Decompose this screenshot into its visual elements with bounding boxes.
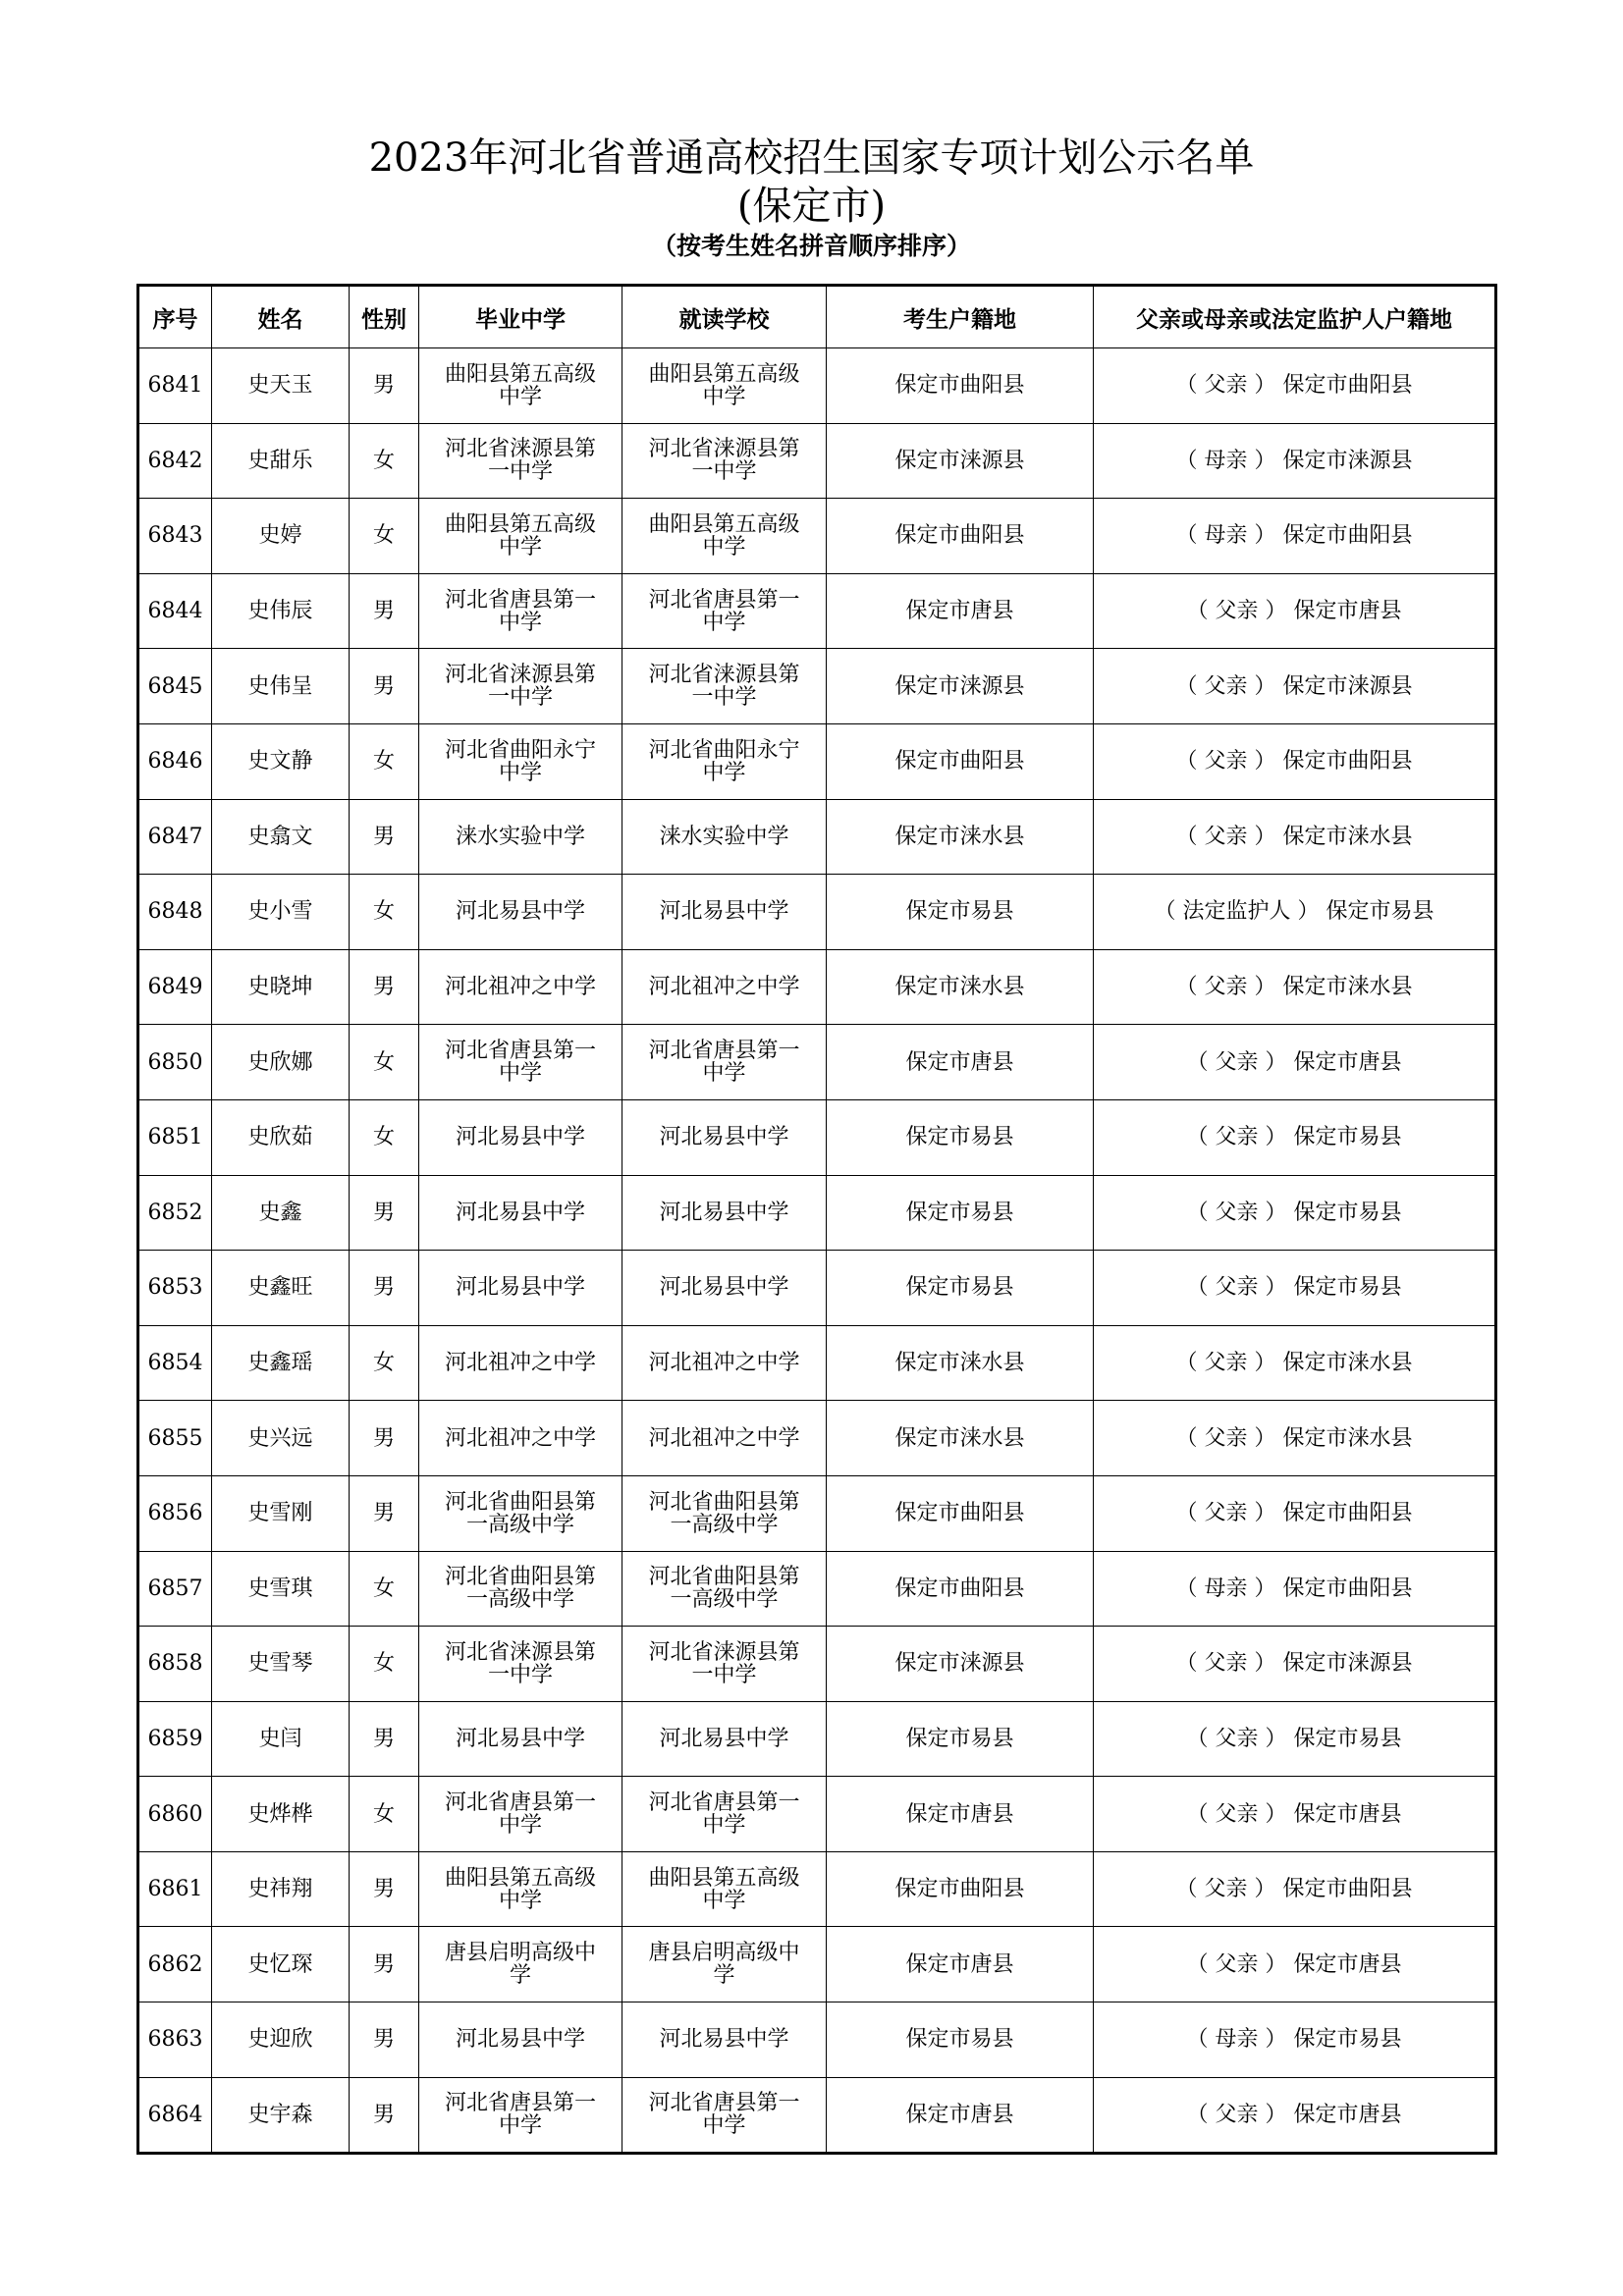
- cell-graduation-school: [419, 2002, 622, 2078]
- cell-gender: 男: [350, 649, 419, 724]
- cell-index: 6855: [138, 1401, 212, 1476]
- cell-guardian-registration: （ 父亲 ） 保定市曲阳县: [1094, 1851, 1496, 1927]
- cell-index: 6860: [138, 1777, 212, 1852]
- cell-household-registration: 保定市涞水县: [827, 799, 1094, 875]
- header-graduation-school: 毕业中学: [419, 286, 622, 348]
- table-row: [138, 2002, 1496, 2078]
- header-household-registration: 考生户籍地: [827, 286, 1094, 348]
- cell-name: 史甜乐: [212, 423, 350, 499]
- cell-index: 6851: [138, 1099, 212, 1175]
- cell-index: 6842: [138, 423, 212, 499]
- cell-current-school: [622, 1851, 827, 1927]
- cell-gender: 男: [350, 949, 419, 1025]
- cell-current-school-text: 河北省涞源县第一中学: [648, 437, 800, 485]
- cell-current-school: [622, 1325, 827, 1401]
- cell-current-school-text: 河北省曲阳县第一高级中学: [648, 1489, 800, 1537]
- cell-household-registration: 保定市唐县: [827, 1777, 1094, 1852]
- cell-graduation-school-text: 河北省曲阳永宁中学: [444, 737, 596, 785]
- cell-graduation-school-text: 唐县启明高级中学: [444, 1941, 596, 1989]
- roster-table: [136, 284, 1497, 2155]
- cell-name: 史伟呈: [212, 649, 350, 724]
- cell-guardian-registration: （ 父亲 ） 保定市涞源县: [1094, 1627, 1496, 1702]
- cell-household-registration: 保定市曲阳县: [827, 499, 1094, 574]
- cell-name: 史婷: [212, 499, 350, 574]
- header-name: 姓名: [212, 286, 350, 348]
- table-row: [138, 1401, 1496, 1476]
- cell-graduation-school: [419, 1777, 622, 1852]
- cell-household-registration: 保定市易县: [827, 1251, 1094, 1326]
- cell-graduation-school: [419, 723, 622, 799]
- cell-current-school: [622, 1401, 827, 1476]
- cell-name: 史宇森: [212, 2077, 350, 2154]
- cell-guardian-registration: （ 父亲 ） 保定市涞水县: [1094, 1401, 1496, 1476]
- header-gender: 性别: [350, 286, 419, 348]
- cell-name: 史雪刚: [212, 1475, 350, 1551]
- cell-graduation-school-text: 河北省唐县第一中学: [444, 587, 596, 635]
- cell-current-school: [622, 499, 827, 574]
- cell-current-school-text: 河北易县中学: [659, 1275, 789, 1301]
- cell-graduation-school-text: 河北祖冲之中学: [444, 1351, 596, 1376]
- cell-graduation-school-text: 河北祖冲之中学: [444, 1425, 596, 1451]
- cell-household-registration: 保定市涞水县: [827, 949, 1094, 1025]
- cell-gender: 男: [350, 573, 419, 649]
- cell-current-school-text: 河北省涞源县第一中学: [648, 663, 800, 711]
- cell-index: 6853: [138, 1251, 212, 1326]
- cell-current-school-text: 河北省唐县第一中学: [648, 1790, 800, 1839]
- cell-graduation-school-text: 河北省唐县第一中学: [444, 1790, 596, 1839]
- cell-current-school: [622, 1025, 827, 1100]
- cell-gender: 男: [350, 1251, 419, 1326]
- cell-current-school-text: 河北易县中学: [659, 1726, 789, 1751]
- cell-guardian-registration: （ 父亲 ） 保定市唐县: [1094, 1025, 1496, 1100]
- cell-name: 史欣娜: [212, 1025, 350, 1100]
- cell-current-school: [622, 1627, 827, 1702]
- cell-gender: 男: [350, 1175, 419, 1251]
- cell-gender: 男: [350, 1401, 419, 1476]
- cell-index: 6861: [138, 1851, 212, 1927]
- cell-graduation-school: [419, 1025, 622, 1100]
- cell-gender: 女: [350, 423, 419, 499]
- cell-guardian-registration: （ 父亲 ） 保定市涞水县: [1094, 799, 1496, 875]
- cell-graduation-school-text: 河北易县中学: [455, 1726, 585, 1751]
- cell-current-school-text: 河北易县中学: [659, 1200, 789, 1225]
- cell-graduation-school-text: 河北易县中学: [455, 1125, 585, 1150]
- cell-name: 史翕文: [212, 799, 350, 875]
- cell-name: 史迎欣: [212, 2002, 350, 2078]
- cell-graduation-school: [419, 875, 622, 950]
- cell-name: 史小雪: [212, 875, 350, 950]
- cell-household-registration: 保定市曲阳县: [827, 348, 1094, 424]
- cell-current-school: [622, 949, 827, 1025]
- cell-name: 史文静: [212, 723, 350, 799]
- cell-current-school-text: 河北祖冲之中学: [648, 1351, 800, 1376]
- cell-index: 6854: [138, 1325, 212, 1401]
- table-row: [138, 1099, 1496, 1175]
- cell-gender: 女: [350, 1325, 419, 1401]
- cell-guardian-registration: （ 父亲 ） 保定市涞水县: [1094, 949, 1496, 1025]
- cell-current-school: [622, 1099, 827, 1175]
- cell-current-school: [622, 1475, 827, 1551]
- cell-graduation-school-text: 河北省涞源县第一中学: [444, 663, 596, 711]
- table-row: [138, 1551, 1496, 1627]
- cell-gender: 女: [350, 499, 419, 574]
- cell-name: 史伟辰: [212, 573, 350, 649]
- table-row: [138, 799, 1496, 875]
- cell-index: 6850: [138, 1025, 212, 1100]
- cell-graduation-school-text: 河北祖冲之中学: [444, 975, 596, 1000]
- cell-gender: 男: [350, 1851, 419, 1927]
- cell-current-school: [622, 423, 827, 499]
- cell-name: 史祎翔: [212, 1851, 350, 1927]
- cell-name: 史烨桦: [212, 1777, 350, 1852]
- cell-current-school: [622, 1251, 827, 1326]
- cell-household-registration: 保定市唐县: [827, 573, 1094, 649]
- table-row: [138, 875, 1496, 950]
- cell-graduation-school: [419, 1251, 622, 1326]
- table-header-row: [138, 286, 1496, 348]
- cell-gender: 男: [350, 2077, 419, 2154]
- cell-household-registration: 保定市涞水县: [827, 1401, 1094, 1476]
- cell-graduation-school-text: 河北省涞源县第一中学: [444, 437, 596, 485]
- cell-current-school-text: 涞水实验中学: [659, 824, 789, 849]
- cell-current-school-text: 曲阳县第五高级中学: [648, 511, 800, 560]
- cell-gender: 男: [350, 1475, 419, 1551]
- cell-index: 6848: [138, 875, 212, 950]
- table-row: [138, 1175, 1496, 1251]
- cell-name: 史雪琪: [212, 1551, 350, 1627]
- cell-graduation-school: [419, 573, 622, 649]
- cell-graduation-school: [419, 1475, 622, 1551]
- cell-name: 史闫: [212, 1701, 350, 1777]
- cell-guardian-registration: （ 母亲 ） 保定市曲阳县: [1094, 1551, 1496, 1627]
- cell-current-school: [622, 875, 827, 950]
- cell-gender: 男: [350, 1701, 419, 1777]
- cell-current-school-text: 河北省曲阳永宁中学: [648, 737, 800, 785]
- cell-name: 史兴远: [212, 1401, 350, 1476]
- cell-current-school-text: 河北易县中学: [659, 1125, 789, 1150]
- cell-household-registration: 保定市易县: [827, 2002, 1094, 2078]
- table-row: [138, 1251, 1496, 1326]
- table-row: [138, 649, 1496, 724]
- cell-current-school: [622, 1175, 827, 1251]
- table-row: [138, 499, 1496, 574]
- header-guardian-registration: 父亲或母亲或法定监护人户籍地: [1094, 286, 1496, 348]
- cell-index: 6852: [138, 1175, 212, 1251]
- cell-guardian-registration: （ 母亲 ） 保定市涞源县: [1094, 423, 1496, 499]
- cell-current-school-text: 河北易县中学: [659, 899, 789, 925]
- header-index: 序号: [138, 286, 212, 348]
- cell-household-registration: 保定市涞源县: [827, 1627, 1094, 1702]
- cell-current-school-text: 河北易县中学: [659, 2027, 789, 2053]
- cell-index: 6862: [138, 1927, 212, 2002]
- cell-graduation-school: [419, 348, 622, 424]
- cell-graduation-school-text: 涞水实验中学: [455, 824, 585, 849]
- cell-graduation-school: [419, 649, 622, 724]
- cell-current-school-text: 河北省唐县第一中学: [648, 587, 800, 635]
- cell-graduation-school: [419, 1099, 622, 1175]
- cell-name: 史忆琛: [212, 1927, 350, 2002]
- cell-graduation-school-text: 河北省曲阳县第一高级中学: [444, 1489, 596, 1537]
- cell-current-school: [622, 1927, 827, 2002]
- cell-index: 6863: [138, 2002, 212, 2078]
- header-current-school: 就读学校: [622, 286, 827, 348]
- cell-gender: 女: [350, 1627, 419, 1702]
- cell-current-school: [622, 1551, 827, 1627]
- cell-current-school-text: 河北省曲阳县第一高级中学: [648, 1565, 800, 1613]
- cell-current-school-text: 曲阳县第五高级中学: [648, 361, 800, 409]
- cell-current-school: [622, 2002, 827, 2078]
- cell-current-school: [622, 1701, 827, 1777]
- cell-gender: 男: [350, 2002, 419, 2078]
- cell-graduation-school-text: 河北易县中学: [455, 1200, 585, 1225]
- cell-household-registration: 保定市唐县: [827, 1025, 1094, 1100]
- table-row: [138, 348, 1496, 424]
- cell-guardian-registration: （ 法定监护人 ） 保定市易县: [1094, 875, 1496, 950]
- cell-guardian-registration: （ 母亲 ） 保定市易县: [1094, 2002, 1496, 2078]
- cell-graduation-school-text: 河北省曲阳县第一高级中学: [444, 1565, 596, 1613]
- cell-index: 6857: [138, 1551, 212, 1627]
- cell-guardian-registration: （ 父亲 ） 保定市曲阳县: [1094, 348, 1496, 424]
- table-row: [138, 1627, 1496, 1702]
- cell-guardian-registration: （ 父亲 ） 保定市易县: [1094, 1701, 1496, 1777]
- cell-household-registration: 保定市曲阳县: [827, 723, 1094, 799]
- cell-graduation-school-text: 河北易县中学: [455, 899, 585, 925]
- cell-graduation-school-text: 河北易县中学: [455, 1275, 585, 1301]
- table-row: [138, 723, 1496, 799]
- cell-graduation-school: [419, 799, 622, 875]
- cell-graduation-school: [419, 1175, 622, 1251]
- cell-guardian-registration: （ 父亲 ） 保定市唐县: [1094, 2077, 1496, 2154]
- cell-household-registration: 保定市涞源县: [827, 649, 1094, 724]
- cell-current-school-text: 曲阳县第五高级中学: [648, 1865, 800, 1913]
- cell-index: 6841: [138, 348, 212, 424]
- cell-current-school-text: 河北省唐县第一中学: [648, 2091, 800, 2139]
- cell-gender: 女: [350, 1099, 419, 1175]
- cell-current-school: [622, 723, 827, 799]
- cell-graduation-school: [419, 1627, 622, 1702]
- cell-guardian-registration: （ 父亲 ） 保定市易县: [1094, 1175, 1496, 1251]
- cell-current-school-text: 河北省涞源县第一中学: [648, 1639, 800, 1687]
- cell-name: 史天玉: [212, 348, 350, 424]
- cell-graduation-school: [419, 1401, 622, 1476]
- table-row: [138, 573, 1496, 649]
- table-row: [138, 1851, 1496, 1927]
- cell-gender: 女: [350, 1025, 419, 1100]
- cell-household-registration: 保定市曲阳县: [827, 1851, 1094, 1927]
- document-sort-note: （按考生姓名拼音顺序排序）: [651, 232, 971, 260]
- cell-index: 6858: [138, 1627, 212, 1702]
- cell-index: 6864: [138, 2077, 212, 2154]
- cell-graduation-school-text: 河北省涞源县第一中学: [444, 1639, 596, 1687]
- cell-current-school-text: 河北祖冲之中学: [648, 975, 800, 1000]
- cell-guardian-registration: （ 母亲 ） 保定市曲阳县: [1094, 499, 1496, 574]
- table-row: [138, 949, 1496, 1025]
- cell-graduation-school: [419, 1927, 622, 2002]
- cell-name: 史鑫旺: [212, 1251, 350, 1326]
- document-subtitle-city: (保定市): [736, 184, 887, 229]
- cell-current-school-text: 河北省唐县第一中学: [648, 1039, 800, 1087]
- cell-graduation-school-text: 曲阳县第五高级中学: [444, 511, 596, 560]
- cell-index: 6845: [138, 649, 212, 724]
- cell-graduation-school: [419, 1551, 622, 1627]
- cell-current-school: [622, 573, 827, 649]
- cell-graduation-school-text: 曲阳县第五高级中学: [444, 1865, 596, 1913]
- cell-name: 史鑫瑶: [212, 1325, 350, 1401]
- cell-graduation-school: [419, 499, 622, 574]
- cell-guardian-registration: （ 父亲 ） 保定市曲阳县: [1094, 723, 1496, 799]
- cell-household-registration: 保定市唐县: [827, 1927, 1094, 2002]
- cell-gender: 女: [350, 875, 419, 950]
- cell-household-registration: 保定市易县: [827, 1175, 1094, 1251]
- cell-graduation-school-text: 河北易县中学: [455, 2027, 585, 2053]
- cell-index: 6844: [138, 573, 212, 649]
- cell-index: 6846: [138, 723, 212, 799]
- cell-guardian-registration: （ 父亲 ） 保定市唐县: [1094, 573, 1496, 649]
- cell-household-registration: 保定市易县: [827, 1099, 1094, 1175]
- cell-name: 史欣茹: [212, 1099, 350, 1175]
- cell-household-registration: 保定市曲阳县: [827, 1551, 1094, 1627]
- cell-index: 6856: [138, 1475, 212, 1551]
- table-row: [138, 1325, 1496, 1401]
- cell-current-school: [622, 348, 827, 424]
- cell-household-registration: 保定市易县: [827, 875, 1094, 950]
- cell-graduation-school-text: 曲阳县第五高级中学: [444, 361, 596, 409]
- cell-graduation-school: [419, 1701, 622, 1777]
- cell-index: 6843: [138, 499, 212, 574]
- cell-name: 史雪琴: [212, 1627, 350, 1702]
- cell-current-school-text: 河北祖冲之中学: [648, 1425, 800, 1451]
- cell-current-school: [622, 1777, 827, 1852]
- cell-current-school: [622, 2077, 827, 2154]
- cell-household-registration: 保定市涞源县: [827, 423, 1094, 499]
- cell-current-school-text: 唐县启明高级中学: [648, 1941, 800, 1989]
- cell-index: 6847: [138, 799, 212, 875]
- cell-graduation-school-text: 河北省唐县第一中学: [444, 1039, 596, 1087]
- cell-gender: 女: [350, 1551, 419, 1627]
- cell-gender: 男: [350, 1927, 419, 2002]
- table-row: [138, 1701, 1496, 1777]
- cell-gender: 女: [350, 723, 419, 799]
- cell-current-school: [622, 649, 827, 724]
- cell-index: 6859: [138, 1701, 212, 1777]
- cell-guardian-registration: （ 父亲 ） 保定市曲阳县: [1094, 1475, 1496, 1551]
- cell-graduation-school: [419, 2077, 622, 2154]
- table-row: [138, 1927, 1496, 2002]
- cell-current-school: [622, 799, 827, 875]
- cell-gender: 女: [350, 1777, 419, 1852]
- cell-gender: 男: [350, 799, 419, 875]
- cell-graduation-school: [419, 949, 622, 1025]
- cell-guardian-registration: （ 父亲 ） 保定市唐县: [1094, 1777, 1496, 1852]
- cell-household-registration: 保定市唐县: [827, 2077, 1094, 2154]
- cell-graduation-school: [419, 1325, 622, 1401]
- cell-graduation-school: [419, 1851, 622, 1927]
- cell-index: 6849: [138, 949, 212, 1025]
- cell-household-registration: 保定市涞水县: [827, 1325, 1094, 1401]
- cell-name: 史晓坤: [212, 949, 350, 1025]
- cell-guardian-registration: （ 父亲 ） 保定市涞源县: [1094, 649, 1496, 724]
- cell-graduation-school-text: 河北省唐县第一中学: [444, 2091, 596, 2139]
- cell-guardian-registration: （ 父亲 ） 保定市易县: [1094, 1099, 1496, 1175]
- cell-household-registration: 保定市曲阳县: [827, 1475, 1094, 1551]
- document-title: 2023年河北省普通高校招生国家专项计划公示名单: [368, 135, 1255, 181]
- table-row: [138, 2077, 1496, 2154]
- cell-guardian-registration: （ 父亲 ） 保定市涞水县: [1094, 1325, 1496, 1401]
- table-row: [138, 1777, 1496, 1852]
- cell-guardian-registration: （ 父亲 ） 保定市唐县: [1094, 1927, 1496, 2002]
- table-row: [138, 1025, 1496, 1100]
- table-row: [138, 1475, 1496, 1551]
- table-row: [138, 423, 1496, 499]
- cell-name: 史鑫: [212, 1175, 350, 1251]
- cell-graduation-school: [419, 423, 622, 499]
- cell-guardian-registration: （ 父亲 ） 保定市易县: [1094, 1251, 1496, 1326]
- cell-gender: 男: [350, 348, 419, 424]
- cell-household-registration: 保定市易县: [827, 1701, 1094, 1777]
